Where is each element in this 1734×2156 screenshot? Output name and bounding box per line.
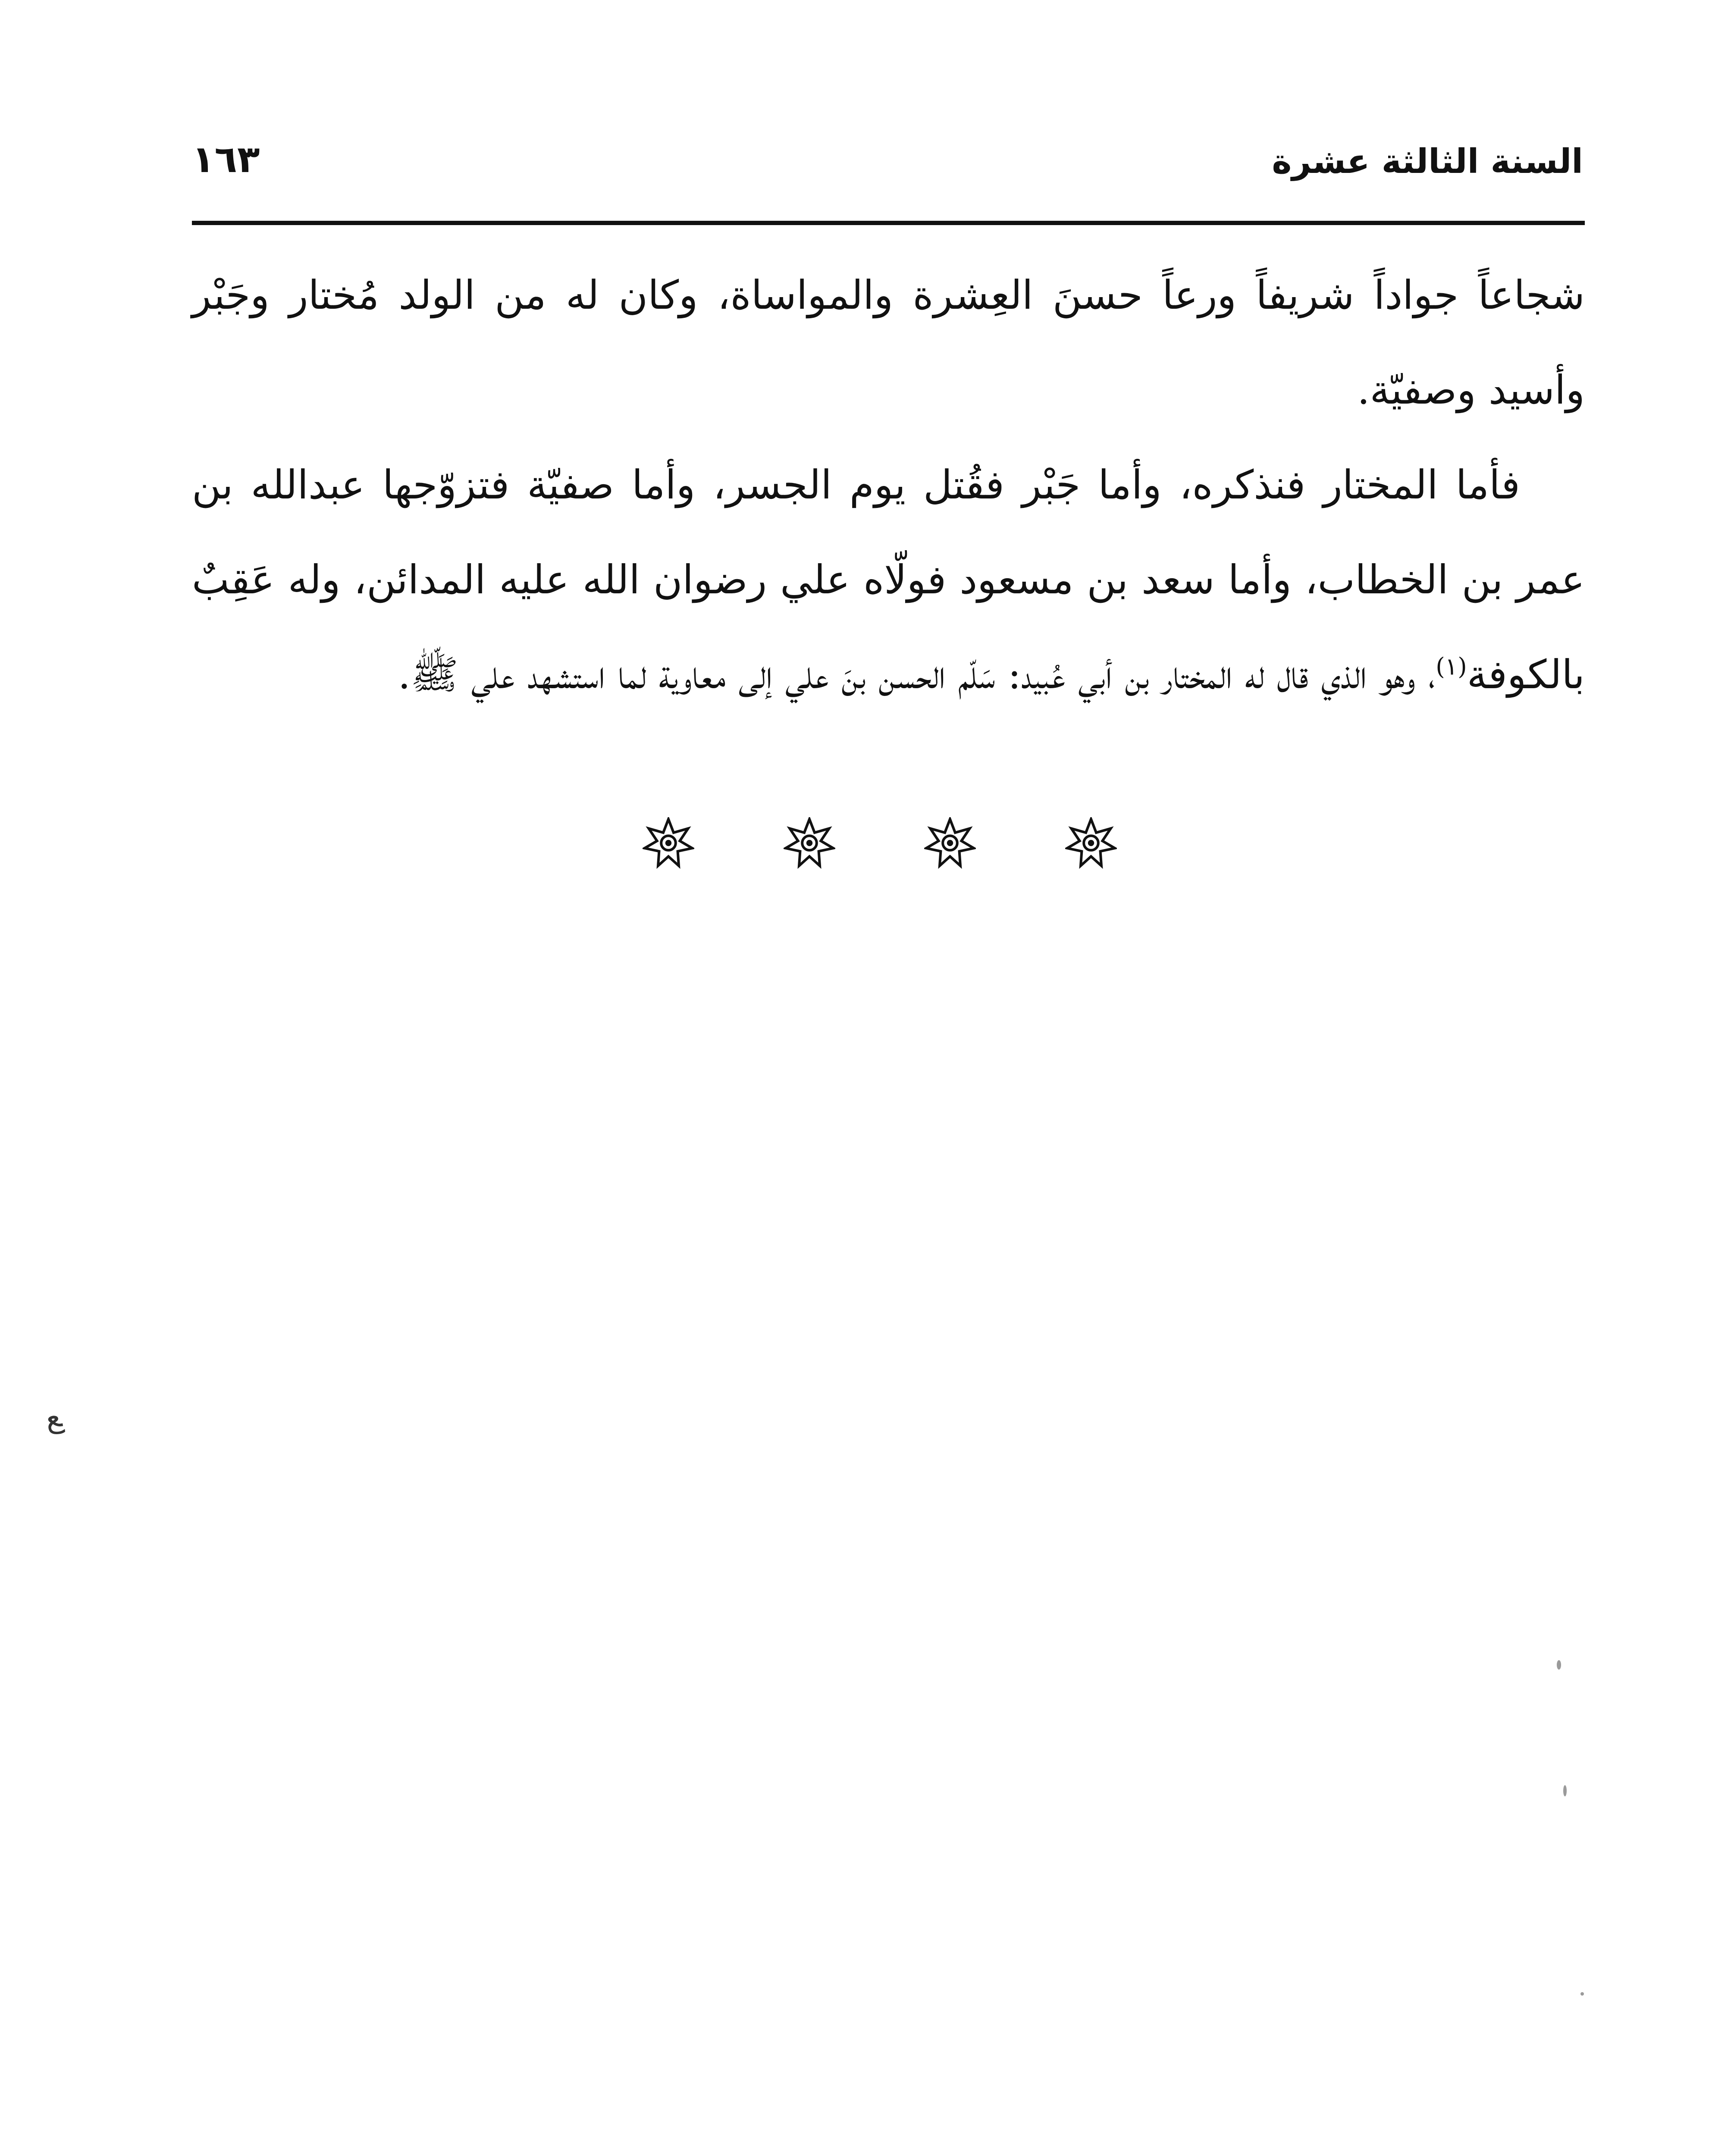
margin-handwritten-mark: ﻊ (43, 1398, 64, 1436)
header-rule (192, 221, 1585, 225)
floral-star-icon (643, 817, 694, 869)
scan-speck (1563, 1785, 1567, 1796)
floral-star-icon (784, 817, 835, 869)
paragraph-2-tail: ، وهو الذي قال له المختار بن أبي عُبيد: سَلّم الحسن بنَ علي إلى معاوية لما استشهد علي ﷺ. (398, 652, 1436, 698)
paragraph-2-main: فأما المختار فنذكره، وأما جَبْر فقُتل يوم الجسر، وأما صفيّة فتزوّجها عبدالله بن عمر بن الخطاب، وأما سعد بن مسعود فولّاه علي رضوان الله عليه المدائن، وله عَقِبٌ بالكوفة (192, 462, 1585, 698)
paragraph-2 (192, 438, 1585, 722)
running-title: السنة الثالثة عشرة (1272, 142, 1583, 181)
floral-star-icon (924, 817, 976, 869)
section-ornaments (643, 819, 1117, 867)
scan-speck (1580, 1992, 1584, 1996)
footnote-reference: (١) (1436, 652, 1467, 680)
scan-speck (1557, 1660, 1561, 1670)
body-text (192, 248, 1585, 722)
paragraph-1: شجاعاً جواداً شريفاً ورعاً حسنَ العِشرة والمواساة، وكان له من الولد مُختار وجَبْر وأسيد وصفيّة. (192, 272, 1585, 413)
page-number: ١٦٣ (192, 138, 260, 181)
floral-star-icon (1065, 817, 1117, 869)
